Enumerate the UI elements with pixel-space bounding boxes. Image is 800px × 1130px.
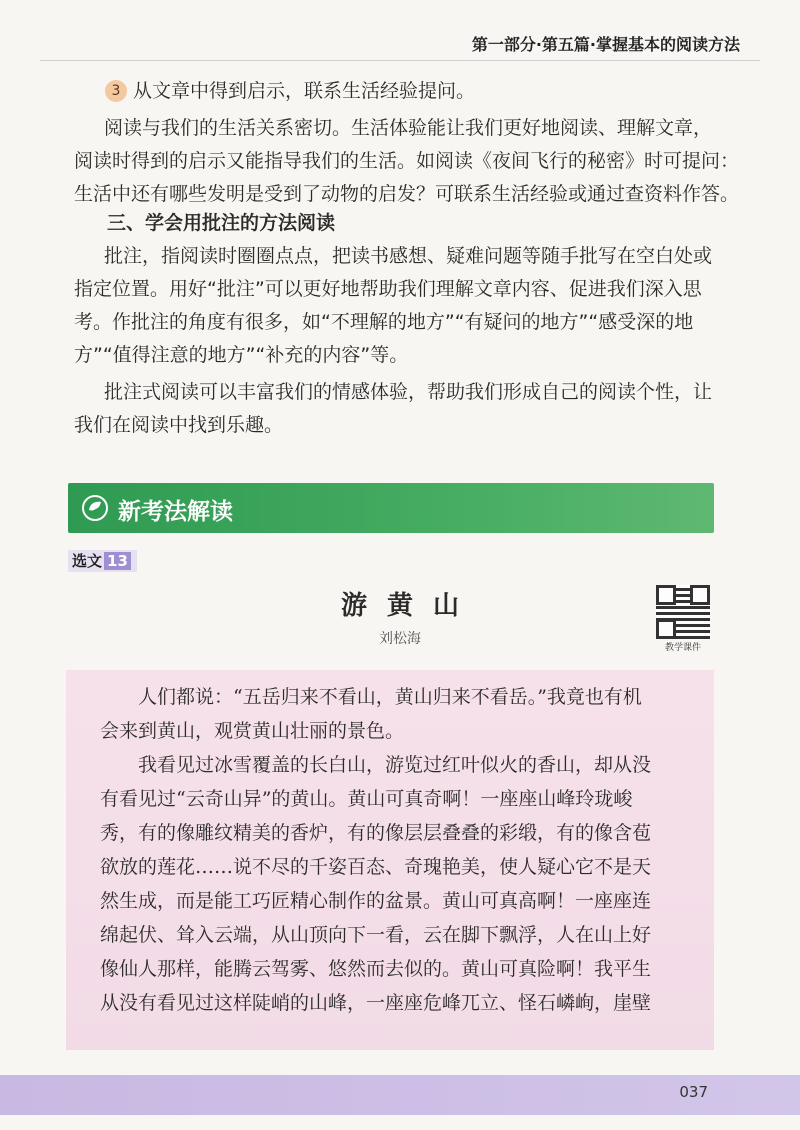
running-header xyxy=(40,30,760,61)
header-title: 第一部分·第五篇·掌握基本的阅读方法 xyxy=(471,35,740,54)
text-line: 指定位置。用好“批注”可以更好地帮助我们理解文章内容、促进我们深入思 xyxy=(74,278,702,300)
text-line: 批注，指阅读时圈圈点点，把读书感想、疑难问题等随手批写在空白处或 xyxy=(104,245,713,267)
text-line: 然生成，而是能工巧匠精心制作的盆景。黄山可真高啊！一座座连 xyxy=(100,890,652,912)
page-number: 037 xyxy=(679,1083,708,1101)
paragraph-annotation xyxy=(74,240,722,372)
text-line: 人们都说：“五岳归来不看山，黄山归来不看岳。”我竟也有机 xyxy=(138,686,642,708)
selection-label: 选文 xyxy=(72,552,103,570)
text-line: 秀，有的像雕纹精美的香炉，有的像层层叠叠的彩缎，有的像含苞 xyxy=(100,822,652,844)
text-line: 从没有看见过这样陡峭的山峰，一座座危峰兀立、怪石嶙峋，崖壁 xyxy=(100,992,652,1014)
text-line: 绵起伏、耸入云端，从山顶向下一看，云在脚下飘浮，人在山上好 xyxy=(100,924,652,946)
item-text: 从文章中得到启示，联系生活经验提问。 xyxy=(133,80,476,102)
selection-tag xyxy=(68,550,137,572)
section-banner xyxy=(68,483,714,533)
text-line: 阅读与我们的生活关系密切。生活体验能让我们更好地阅读、理解文章， xyxy=(104,117,713,139)
selection-text xyxy=(100,680,720,1020)
qr-code-icon[interactable] xyxy=(656,585,710,639)
paragraph-life-experience xyxy=(74,112,740,211)
qr-label: 教学课件 xyxy=(664,643,701,653)
paragraph-annotation-benefit xyxy=(74,376,722,442)
text-line: 欲放的莲花……说不尽的千姿百态、奇瑰艳美，使人疑心它不是天 xyxy=(100,856,652,878)
leaf-circle-icon xyxy=(82,495,108,521)
article-author: 刘松海 xyxy=(379,631,421,647)
article-title: 游黄山 xyxy=(340,591,479,621)
text-line: 批注式阅读可以丰富我们的情感体验，帮助我们形成自己的阅读个性，让 xyxy=(104,381,713,403)
method-item-3 xyxy=(105,76,475,103)
text-line: 有看见过“云奇山异”的黄山。黄山可真奇啊！一座座山峰玲珑峻 xyxy=(100,788,633,810)
text-line: 考。作批注的角度有很多，如“不理解的地方”“有疑问的地方”“感受深的地 xyxy=(74,311,694,333)
text-line: 生活中还有哪些发明是受到了动物的启发？可联系生活经验或通过查资料作答。 xyxy=(74,183,740,205)
section-heading: 三、学会用批注的方法阅读 xyxy=(107,212,336,234)
text-line: 我们在阅读中找到乐趣。 xyxy=(74,414,284,436)
text-line: 阅读时得到的启示又能指导我们的生活。如阅读《夜间飞行的秘密》时可提问： xyxy=(74,150,740,172)
item-number-badge: 3 xyxy=(105,80,127,102)
text-line: 像仙人那样，能腾云驾雾、悠然而去似的。黄山可真险啊！我平生 xyxy=(100,958,652,980)
text-line: 会来到黄山，观赏黄山壮丽的景色。 xyxy=(100,720,405,742)
text-line: 方”“值得注意的地方”“补充的内容”等。 xyxy=(74,344,409,366)
banner-title: 新考法解读 xyxy=(118,499,233,525)
selection-number: 13 xyxy=(104,552,131,570)
text-line: 我看见过冰雪覆盖的长白山，游览过红叶似火的香山，却从没 xyxy=(138,754,652,776)
